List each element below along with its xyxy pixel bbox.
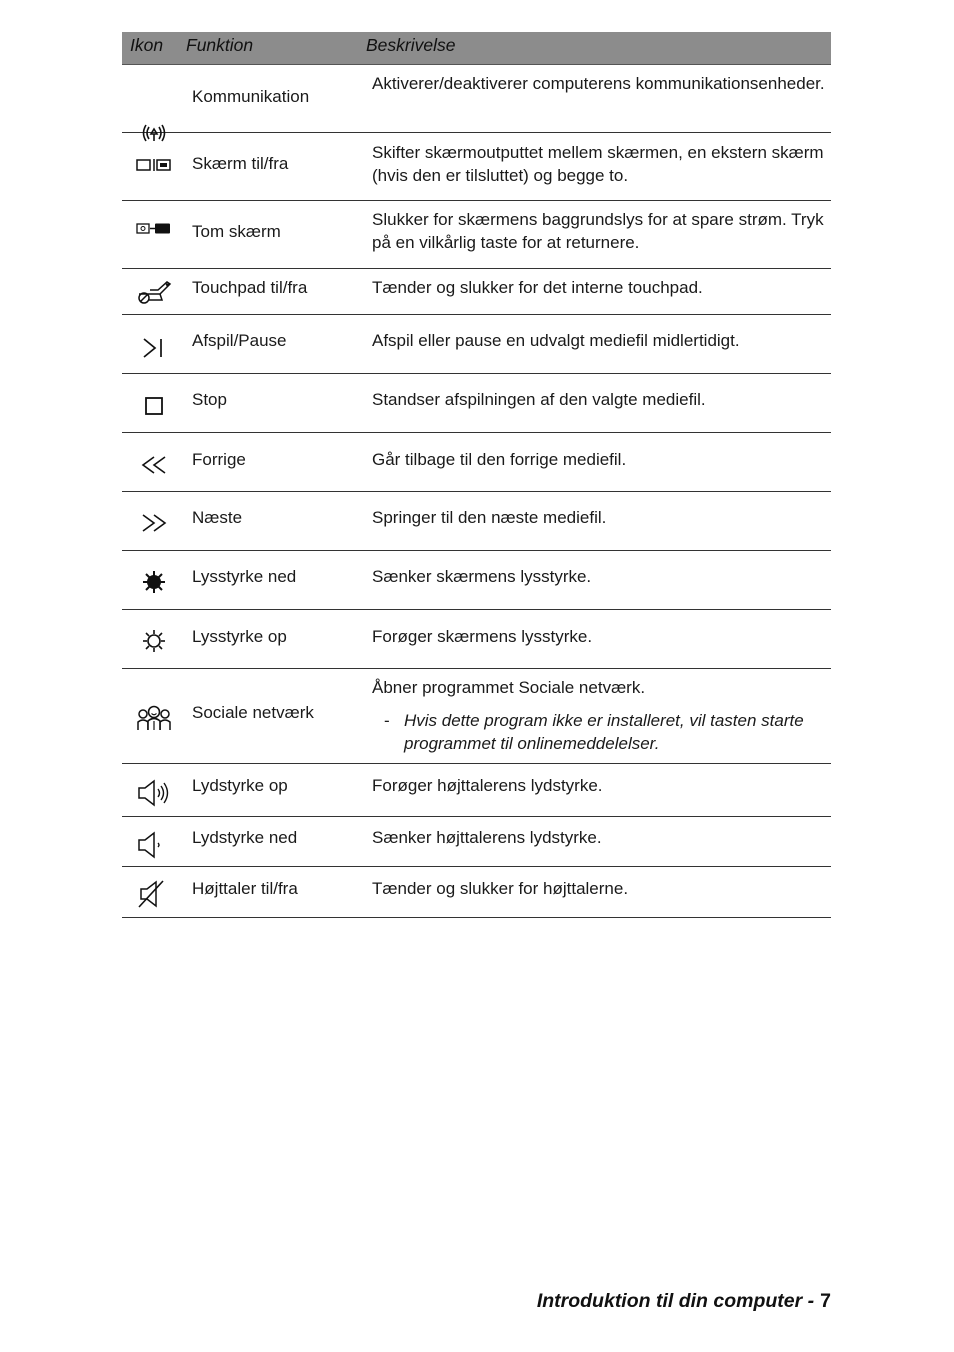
header-icon: Ikon (130, 35, 164, 55)
table-header (122, 32, 831, 65)
description-text: Forøger skærmens lysstyrke. (372, 627, 593, 646)
description-text: Tænder og slukker for det interne touchpad. (372, 278, 703, 297)
description-block (372, 676, 827, 755)
table-row (122, 65, 831, 133)
function-label: Lysstyrke ned (192, 567, 297, 586)
table-row (122, 492, 831, 551)
page-number: 7 (820, 1290, 831, 1312)
page-footer (537, 1290, 831, 1313)
footer-title: Introduktion til din computer - (536, 1290, 815, 1312)
table-row (122, 764, 831, 817)
social-networks-icon (136, 704, 172, 732)
table-row (122, 315, 831, 374)
function-label: Lydstyrke ned (192, 828, 298, 847)
function-label: Lydstyrke op (192, 776, 288, 795)
description-text: Springer til den næste mediefil. (372, 508, 607, 527)
description-text: Aktiverer/deaktiverer computerens kommunikationsenheder. (372, 74, 825, 93)
table-row (122, 201, 831, 269)
table-row (122, 551, 831, 610)
description-text: Afspil eller pause en udvalgt mediefil midlertidigt. (372, 331, 740, 350)
function-label: Sociale netværk (192, 703, 314, 722)
description-text: Sænker skærmens lysstyrke. (372, 567, 592, 586)
header-description: Beskrivelse (366, 35, 456, 55)
function-label: Højttaler til/fra (192, 879, 298, 898)
table-row (122, 269, 831, 315)
play-pause-icon (136, 334, 172, 362)
description-text: Skifter skærmoutputtet mellem skærmen, en ekstern skærm (hvis den er tilsluttet) og begge to. (372, 143, 824, 185)
blank-screen-icon (136, 215, 172, 243)
header-function: Funktion (186, 35, 254, 55)
function-label: Forrige (192, 450, 246, 469)
function-label: Næste (192, 508, 243, 527)
description-text: Tænder og slukker for højttalerne. (372, 879, 629, 898)
volume-down-icon (136, 831, 172, 859)
volume-up-icon (136, 779, 172, 807)
function-label: Touchpad til/fra (192, 278, 308, 297)
next-icon (136, 509, 172, 537)
display-toggle-icon (136, 151, 172, 179)
table-row (122, 669, 831, 764)
note (372, 709, 827, 755)
touchpad-toggle-icon (136, 278, 172, 306)
brightness-down-icon (136, 568, 172, 596)
shortcut-table (122, 32, 831, 918)
description-text: Sænker højttalerens lydstyrke. (372, 828, 602, 847)
table-row (122, 867, 831, 918)
table-row (122, 433, 831, 492)
function-label: Kommunikation (192, 87, 310, 106)
note-dash: - (384, 711, 390, 730)
description-text: Slukker for skærmens baggrundslys for at spare strøm. Tryk på en vilkårlig taste for at returnere. (372, 210, 824, 252)
function-label: Lysstyrke op (192, 627, 287, 646)
description-text: Går tilbage til den forrige mediefil. (372, 450, 627, 469)
function-label: Tom skærm (192, 222, 281, 241)
stop-icon (136, 392, 172, 420)
function-label: Afspil/Pause (192, 331, 287, 350)
table-row (122, 374, 831, 433)
table-row (122, 817, 831, 867)
function-label: Skærm til/fra (192, 154, 289, 173)
brightness-up-icon (136, 627, 172, 655)
description-text: Åbner programmet Sociale netværk. (372, 678, 646, 697)
previous-icon (136, 451, 172, 479)
table-row (122, 610, 831, 669)
description-text: Forøger højttalerens lydstyrke. (372, 776, 603, 795)
function-label: Stop (192, 390, 227, 409)
speaker-toggle-icon (136, 880, 172, 908)
description-text: Standser afspilningen af den valgte mediefil. (372, 390, 706, 409)
table-row (122, 133, 831, 201)
note-text: Hvis dette program ikke er installeret, vil tasten starte programmet til onlinemeddelelser. (404, 711, 804, 753)
